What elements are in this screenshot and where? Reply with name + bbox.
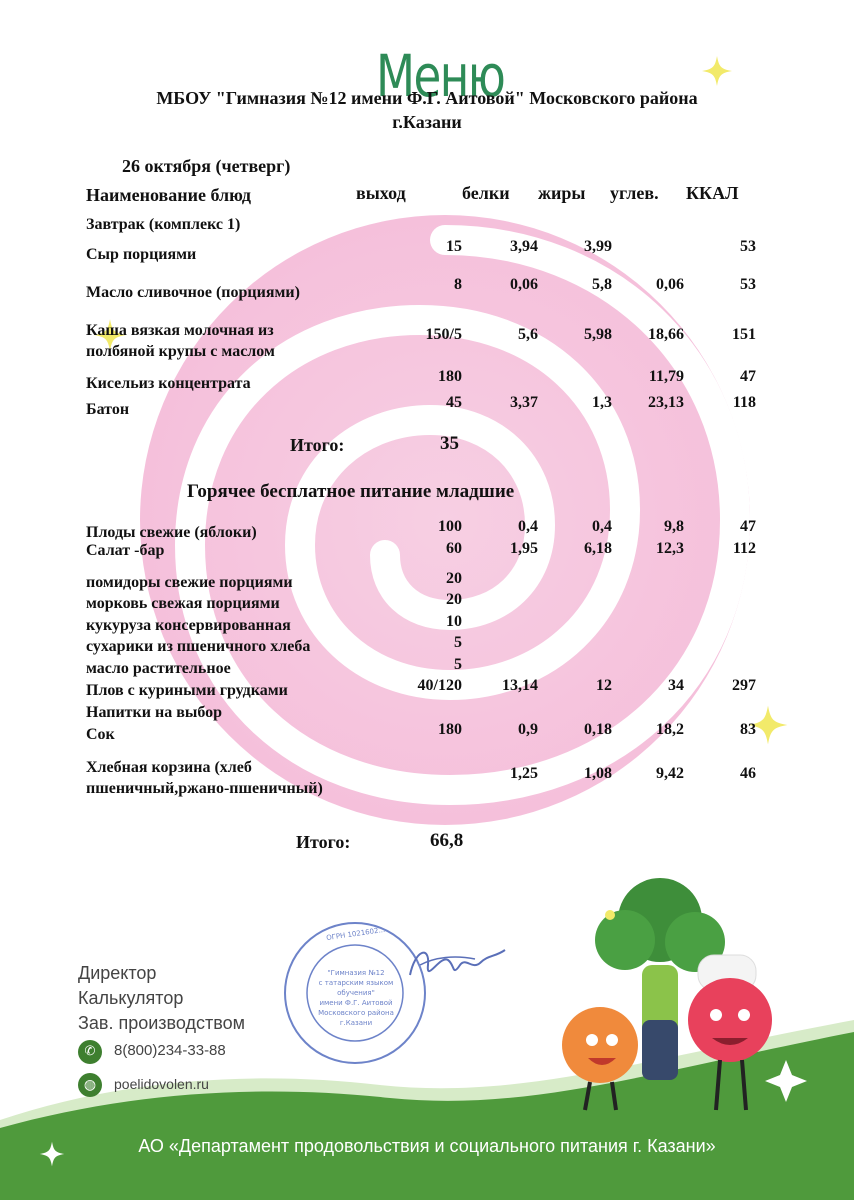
stamp-text: [310, 968, 402, 1028]
dish-name: Каша вязкая молочная из полбяной крупы с маслом: [86, 322, 275, 360]
cell-yield: 10: [446, 613, 462, 630]
cell-fat: 0,18: [584, 721, 612, 738]
cell-kcal: 118: [732, 394, 756, 411]
cell-yield: 45: [446, 394, 462, 411]
column-carbs: углев.: [610, 183, 659, 203]
lunch-total-label: Итого:: [296, 832, 351, 852]
stamp-line: г.Казани: [339, 1019, 373, 1027]
stamp-line: с татарским языком обучения": [318, 979, 394, 997]
cell-protein: 5,6: [518, 326, 538, 343]
stamp-ogrn: ОГРН 1021602...: [325, 925, 386, 943]
cell-carbs: 9,8: [664, 518, 684, 535]
dish-name: морковь свежая порциями: [86, 595, 280, 612]
cell-carbs: 0,06: [656, 276, 684, 293]
cell-carbs: 9,42: [656, 765, 684, 782]
school-name-line1: МБОУ "Гимназия №12 имени Ф.Г. Аитовой" Московского района: [156, 88, 698, 108]
column-kcal: ККАЛ: [686, 183, 739, 203]
cell-kcal: 151: [732, 326, 756, 343]
sign-production-head: Зав. производством: [78, 1013, 245, 1033]
column-protein: белки: [462, 183, 510, 203]
school-name-line2: г.Казани: [392, 112, 462, 132]
dish-name: Сок: [86, 726, 115, 743]
cell-protein: 13,14: [502, 677, 538, 694]
cell-fat: 6,18: [584, 540, 612, 557]
dish-name: Батон: [86, 401, 130, 418]
globe-icon: ◍: [78, 1073, 102, 1097]
dish-name: помидоры свежие порциями: [86, 574, 293, 591]
cell-yield: 15: [446, 238, 462, 255]
sparkle-icon: [38, 1140, 66, 1168]
cell-protein: 0,9: [518, 721, 538, 738]
cell-carbs: 18,2: [656, 721, 684, 738]
column-name: Наименование блюд: [86, 185, 251, 205]
cell-yield: 150/5: [425, 326, 462, 343]
stamp-line: Московского района: [318, 1009, 394, 1017]
phone-number[interactable]: 8(800)234-33-88: [114, 1042, 226, 1059]
cell-yield: 5: [454, 656, 462, 673]
stamp-line: имени Ф.Г. Аитовой: [319, 999, 393, 1007]
cell-yield: 5: [454, 634, 462, 651]
cell-yield: 40/120: [417, 677, 462, 694]
cell-kcal: 47: [740, 368, 756, 385]
column-fat: жиры: [538, 183, 586, 203]
cell-kcal: 53: [740, 238, 756, 255]
star-icon: [700, 54, 734, 88]
cell-yield: 8: [454, 276, 462, 293]
lunch-title: Горячее бесплатное питание младшие: [187, 481, 515, 502]
cell-carbs: 11,79: [648, 368, 684, 385]
sign-director: Директор: [78, 963, 157, 983]
dish-name: Кисельиз концентрата: [86, 375, 251, 392]
cell-fat: 5,8: [592, 276, 612, 293]
dish-name: масло растительное: [86, 660, 231, 677]
cell-protein: 3,37: [510, 394, 538, 411]
cell-yield: 180: [438, 721, 462, 738]
breakfast-total-value: 35: [440, 433, 459, 454]
cell-yield: 20: [446, 591, 462, 608]
organization-name: АО «Департамент продовольствия и социального питания г. Казани»: [138, 1136, 716, 1156]
breakfast-total-label: Итого:: [290, 435, 345, 455]
cell-kcal: 53: [740, 276, 756, 293]
cell-yield: 100: [438, 518, 462, 535]
dish-name: Хлебная корзина (хлеб пшеничный,ржано-пшеничный): [86, 759, 323, 797]
cell-fat: 12: [596, 677, 612, 694]
cell-protein: 1,25: [510, 765, 538, 782]
cell-carbs: 34: [668, 677, 684, 694]
dish-name: Плов с куриными грудками: [86, 682, 288, 699]
cell-kcal: 83: [740, 721, 756, 738]
cell-carbs: 12,3: [656, 540, 684, 557]
cell-protein: 1,95: [510, 540, 538, 557]
menu-date: 26 октября (четверг): [122, 156, 291, 176]
cell-fat: 1,3: [592, 394, 612, 411]
dish-name: кукуруза консервированная: [86, 617, 291, 634]
lunch-total-value: 66,8: [430, 830, 464, 851]
website-link[interactable]: poelidovolen.ru: [114, 1076, 209, 1092]
cell-fat: 0,4: [592, 518, 612, 535]
signature: [400, 935, 510, 995]
cell-yield: 60: [446, 540, 462, 557]
dish-name: сухарики из пшеничного хлеба: [86, 638, 311, 655]
cell-protein: 0,06: [510, 276, 538, 293]
menu-logo: Меню: [376, 42, 505, 110]
dish-name: Масло сливочное (порциями): [86, 284, 300, 301]
sign-calculator: Калькулятор: [78, 988, 184, 1008]
cell-yield: 20: [446, 570, 462, 587]
phone-icon: ✆: [78, 1040, 102, 1064]
stamp-line: "Гимназия №12: [327, 969, 385, 977]
cell-protein: 3,94: [510, 238, 538, 255]
cell-fat: 3,99: [584, 238, 612, 255]
cell-kcal: 112: [732, 540, 756, 557]
cell-kcal: 46: [740, 765, 756, 782]
cell-kcal: 297: [732, 677, 756, 694]
dish-name: Салат -бар: [86, 542, 165, 559]
cell-fat: 1,08: [584, 765, 612, 782]
cell-carbs: 18,66: [648, 326, 684, 343]
cell-kcal: 47: [740, 518, 756, 535]
dish-name: Сыр порциями: [86, 246, 197, 263]
cell-protein: 0,4: [518, 518, 538, 535]
cell-fat: 5,98: [584, 326, 612, 343]
vegetable-mascots-illustration: [530, 870, 830, 1120]
cell-carbs: 23,13: [648, 394, 684, 411]
cell-yield: 180: [438, 368, 462, 385]
dish-name: Плоды свежие (яблоки): [86, 524, 257, 541]
breakfast-title: Завтрак (комплекс 1): [86, 216, 241, 233]
column-yield: выход: [356, 183, 406, 203]
dish-name: Напитки на выбор: [86, 704, 223, 721]
